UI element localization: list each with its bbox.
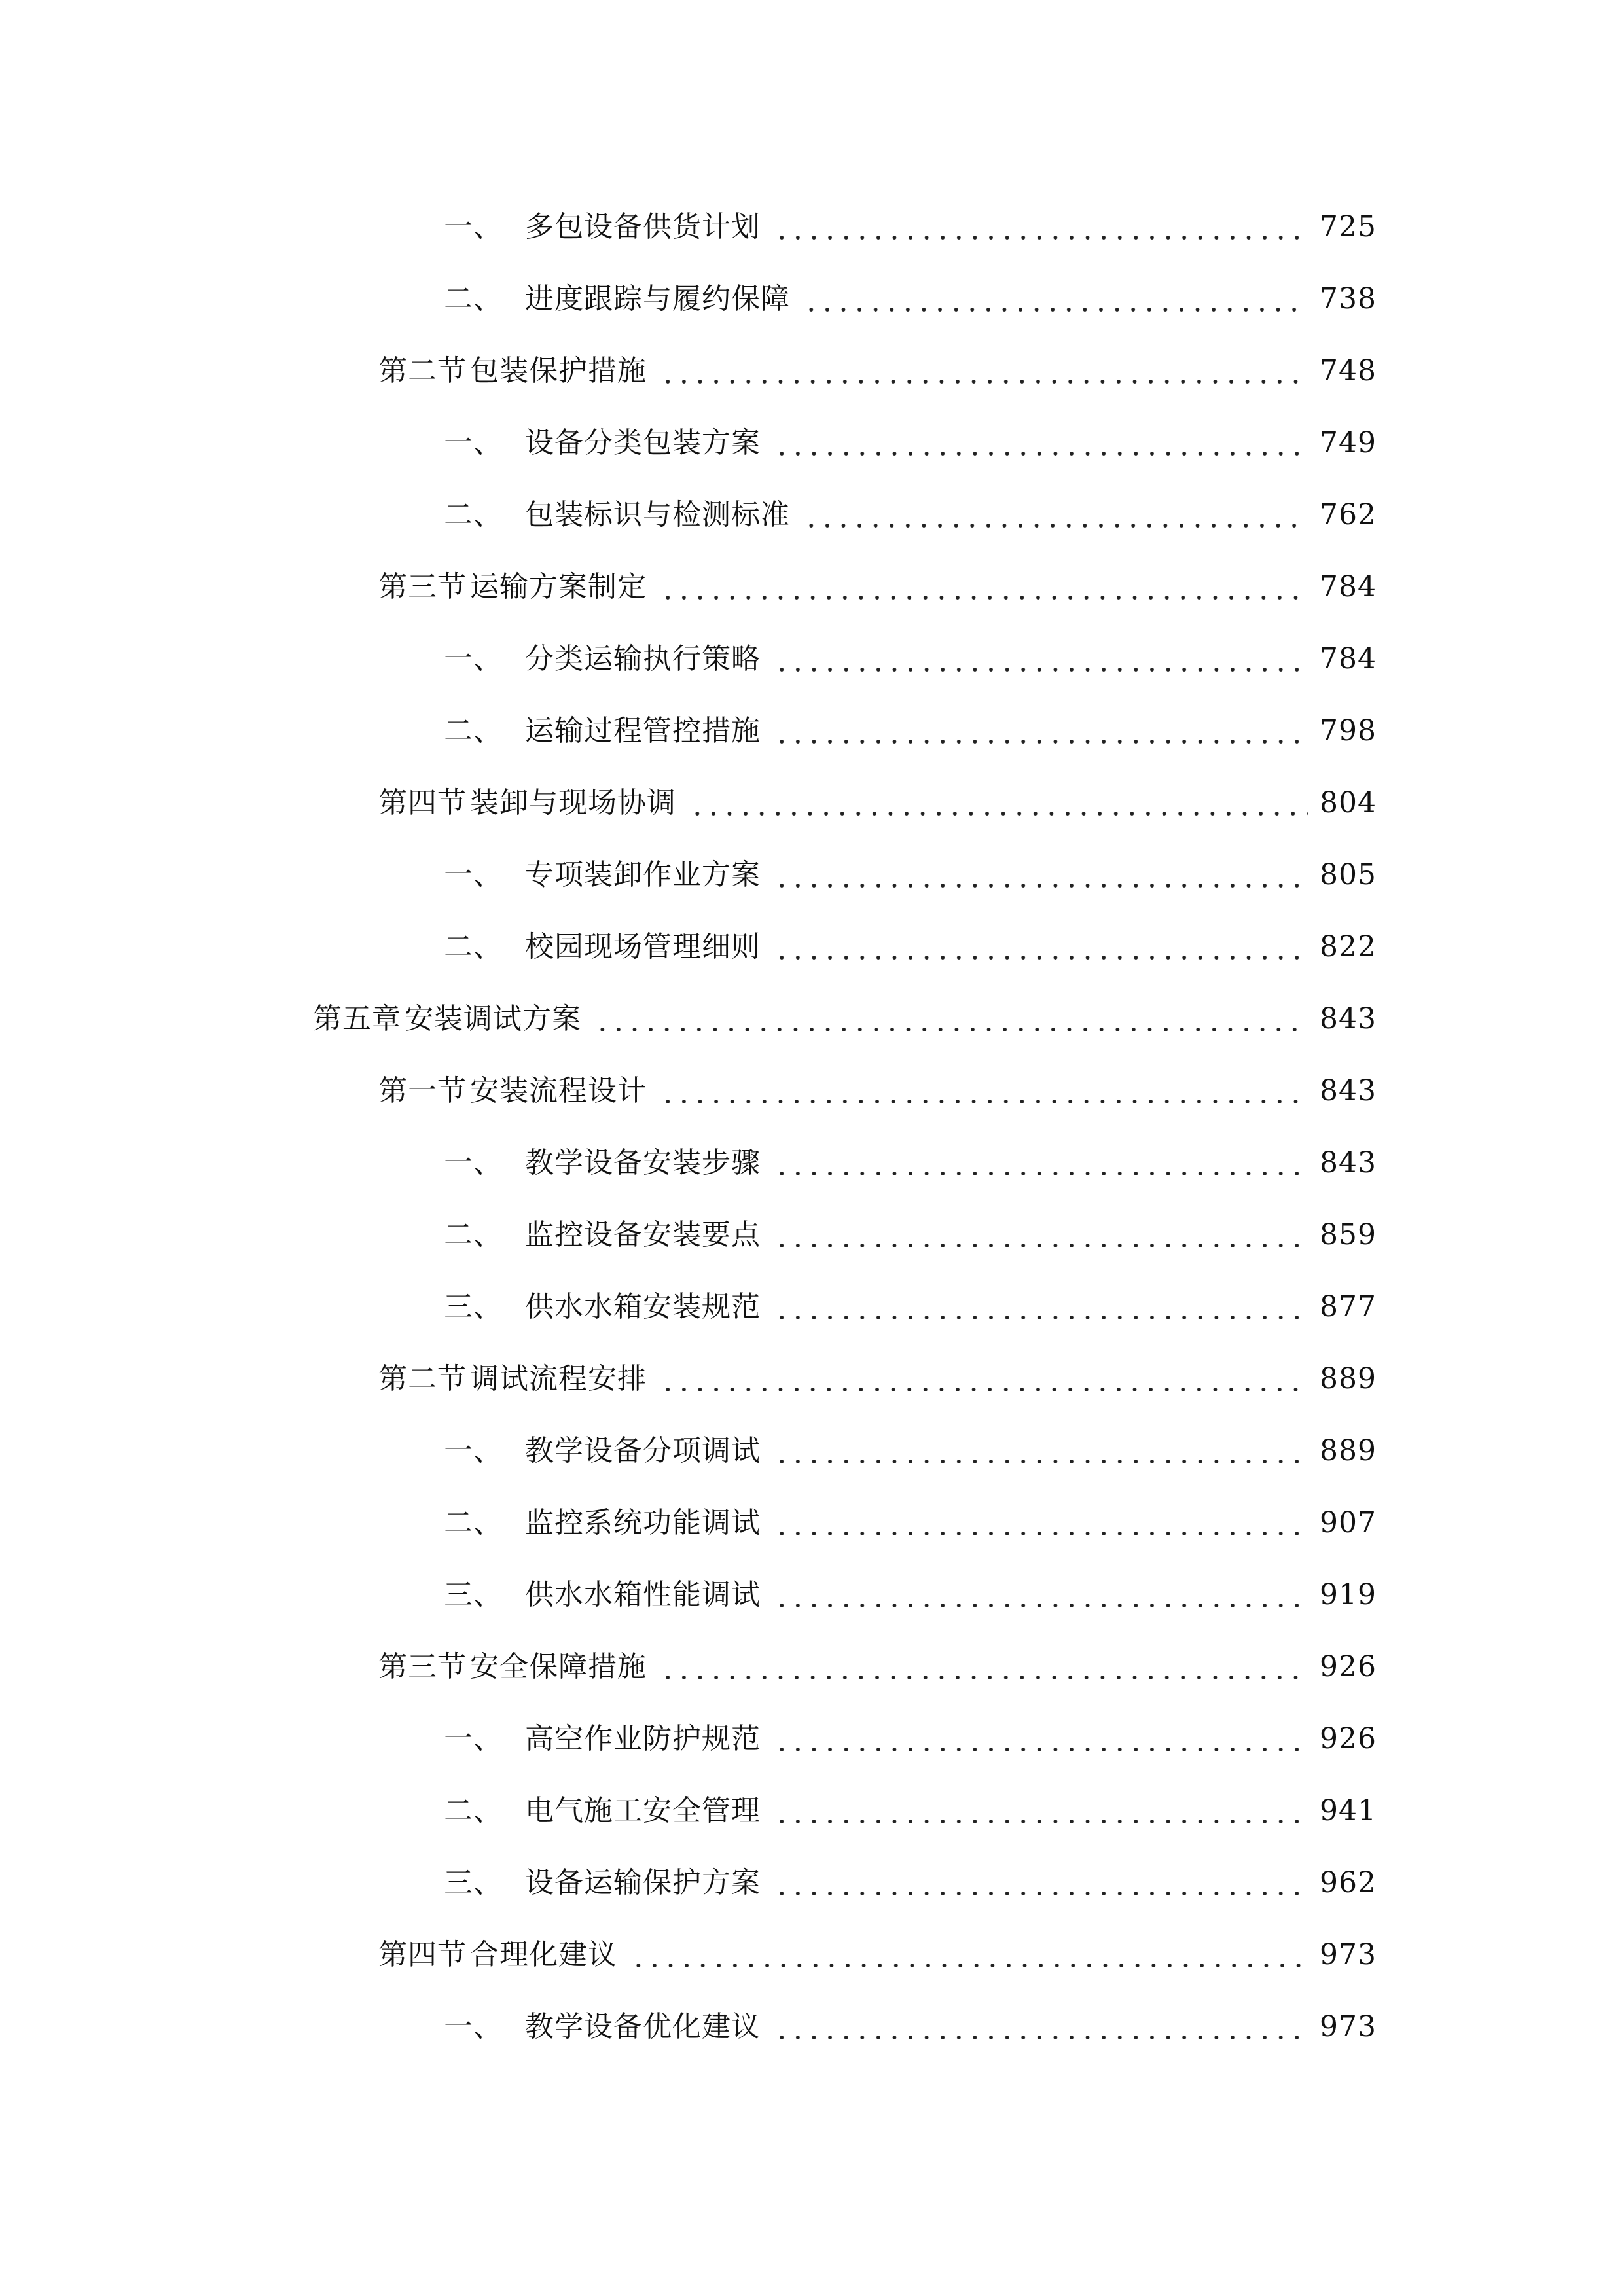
toc-entry-page-number: 822 — [1320, 930, 1377, 963]
toc-entry-title: 运输过程管控措施 — [525, 714, 761, 747]
toc-entry-page-number: 941 — [1320, 1794, 1377, 1827]
toc-entry-label — [444, 1290, 761, 1323]
toc-entry[interactable] — [0, 1703, 1624, 1775]
dot-leader — [774, 1297, 1308, 1325]
toc-entry-title: 设备运输保护方案 — [525, 1866, 761, 1899]
toc-entry-number: 一、 — [444, 210, 503, 243]
toc-entry-page-number: 805 — [1320, 858, 1377, 891]
toc-entry[interactable] — [0, 911, 1624, 983]
toc-entry-label — [444, 210, 761, 243]
toc-entry[interactable] — [0, 335, 1624, 407]
toc-entry[interactable] — [0, 1847, 1624, 1919]
dot-leader — [803, 289, 1308, 317]
toc-entry-number: 一、 — [444, 642, 503, 675]
dot-leader — [660, 577, 1308, 605]
toc-entry-label — [444, 1218, 761, 1251]
toc-entry-title: 运输方案制定 — [470, 570, 647, 603]
toc-entry-title: 分类运输执行策略 — [525, 642, 761, 675]
toc-entry-number: 第二节 — [378, 354, 467, 387]
toc-entry-label — [444, 426, 761, 459]
toc-entry[interactable] — [0, 479, 1624, 551]
dot-leader — [689, 793, 1308, 821]
toc-entry[interactable] — [0, 1631, 1624, 1703]
dot-leader — [774, 1513, 1308, 1541]
toc-entry-title: 高空作业防护规范 — [525, 1722, 761, 1755]
toc-entry-title: 教学设备优化建议 — [525, 2010, 761, 2043]
toc-entry-page-number: 749 — [1320, 426, 1377, 459]
toc-entry[interactable] — [0, 983, 1624, 1055]
toc-entry-label — [378, 1650, 647, 1683]
toc-entry-label — [444, 714, 761, 747]
toc-entry-number: 二、 — [444, 1794, 503, 1827]
toc-entry[interactable] — [0, 1919, 1624, 1991]
toc-entry-title: 安装流程设计 — [470, 1074, 647, 1107]
toc-entry-label — [444, 1722, 761, 1755]
toc-entry-title: 安装调试方案 — [405, 1002, 581, 1035]
toc-entry-number: 第四节 — [378, 786, 467, 819]
table-of-contents — [0, 191, 1624, 2063]
toc-entry-page-number: 738 — [1320, 282, 1377, 315]
toc-entry-number: 一、 — [444, 1722, 503, 1755]
toc-entry-title: 教学设备安装步骤 — [525, 1146, 761, 1179]
toc-entry-label — [378, 1938, 617, 1971]
toc-entry[interactable] — [0, 839, 1624, 911]
toc-entry-number: 一、 — [444, 426, 503, 459]
toc-entry[interactable] — [0, 623, 1624, 695]
toc-entry-label — [444, 1578, 761, 1611]
toc-entry-number: 第五章 — [313, 1002, 401, 1035]
toc-entry-label — [444, 930, 761, 963]
toc-entry-page-number: 804 — [1320, 786, 1377, 819]
toc-entry-number: 二、 — [444, 714, 503, 747]
toc-entry[interactable] — [0, 263, 1624, 335]
toc-entry-page-number: 877 — [1320, 1290, 1377, 1323]
dot-leader — [774, 937, 1308, 965]
toc-entry-title: 电气施工安全管理 — [525, 1794, 761, 1827]
toc-entry-number: 一、 — [444, 858, 503, 891]
toc-entry[interactable] — [0, 1415, 1624, 1487]
toc-entry-title: 多包设备供货计划 — [525, 210, 761, 243]
toc-entry-number: 一、 — [444, 1146, 503, 1179]
toc-entry-label — [378, 570, 647, 603]
toc-entry-title: 调试流程安排 — [470, 1362, 647, 1395]
dot-leader — [774, 433, 1308, 461]
toc-entry-page-number: 762 — [1320, 498, 1377, 531]
toc-entry-page-number: 784 — [1320, 642, 1377, 675]
dot-leader — [660, 1369, 1308, 1397]
toc-entry-page-number: 843 — [1320, 1146, 1377, 1179]
toc-entry-title: 安全保障措施 — [470, 1650, 647, 1683]
toc-entry-number: 三、 — [444, 1578, 503, 1611]
toc-entry[interactable] — [0, 191, 1624, 263]
toc-entry-label — [444, 1794, 761, 1827]
toc-entry-label — [444, 282, 790, 315]
toc-entry[interactable] — [0, 1991, 1624, 2063]
toc-entry-page-number: 973 — [1320, 2010, 1377, 2043]
toc-entry-page-number: 926 — [1320, 1650, 1377, 1683]
toc-entry-label — [444, 642, 761, 675]
toc-entry[interactable] — [0, 551, 1624, 623]
toc-entry[interactable] — [0, 1487, 1624, 1559]
dot-leader — [774, 1801, 1308, 1829]
toc-entry-label — [313, 1002, 581, 1035]
dot-leader — [774, 1441, 1308, 1469]
toc-entry-title: 监控系统功能调试 — [525, 1506, 761, 1539]
toc-entry-label — [444, 858, 761, 891]
toc-entry-label — [378, 354, 647, 387]
toc-entry-number: 第二节 — [378, 1362, 467, 1395]
toc-entry-page-number: 889 — [1320, 1434, 1377, 1467]
dot-leader — [774, 865, 1308, 893]
toc-entry-number: 三、 — [444, 1290, 503, 1323]
toc-entry-title: 教学设备分项调试 — [525, 1434, 761, 1467]
toc-entry-title: 包装标识与检测标准 — [525, 498, 790, 531]
dot-leader — [774, 649, 1308, 677]
toc-entry-label — [444, 1434, 761, 1467]
toc-entry-page-number: 907 — [1320, 1506, 1377, 1539]
dot-leader — [594, 1009, 1308, 1037]
toc-entry-page-number: 973 — [1320, 1938, 1377, 1971]
dot-leader — [630, 1945, 1308, 1973]
toc-entry-label — [444, 1506, 761, 1539]
dot-leader — [803, 505, 1308, 533]
dot-leader — [660, 1657, 1308, 1685]
toc-entry-title: 设备分类包装方案 — [525, 426, 761, 459]
toc-entry-number: 二、 — [444, 930, 503, 963]
toc-entry-page-number: 926 — [1320, 1722, 1377, 1755]
dot-leader — [774, 2017, 1308, 2045]
toc-entry-number: 第一节 — [378, 1074, 467, 1107]
toc-entry-page-number: 725 — [1320, 210, 1377, 243]
toc-entry-label — [378, 1362, 647, 1395]
toc-entry-page-number: 843 — [1320, 1002, 1377, 1035]
toc-entry-number: 二、 — [444, 282, 503, 315]
toc-entry-page-number: 843 — [1320, 1074, 1377, 1107]
toc-entry-number: 一、 — [444, 1434, 503, 1467]
toc-entry-label — [444, 2010, 761, 2043]
toc-entry-title: 监控设备安装要点 — [525, 1218, 761, 1251]
toc-entry-label — [444, 498, 790, 531]
toc-entry-number: 三、 — [444, 1866, 503, 1899]
dot-leader — [774, 1153, 1308, 1181]
toc-entry[interactable] — [0, 1775, 1624, 1847]
toc-entry-page-number: 962 — [1320, 1866, 1377, 1899]
dot-leader — [774, 721, 1308, 749]
toc-entry-title: 供水水箱安装规范 — [525, 1290, 761, 1323]
toc-entry-label — [444, 1146, 761, 1179]
toc-entry[interactable] — [0, 1055, 1624, 1127]
toc-entry-number: 二、 — [444, 1506, 503, 1539]
toc-entry-title: 合理化建议 — [470, 1938, 617, 1971]
toc-entry[interactable] — [0, 1559, 1624, 1631]
toc-entry[interactable] — [0, 767, 1624, 839]
toc-entry[interactable] — [0, 1343, 1624, 1415]
toc-entry-number: 二、 — [444, 1218, 503, 1251]
toc-entry-title: 装卸与现场协调 — [470, 786, 676, 819]
dot-leader — [774, 1585, 1308, 1613]
dot-leader — [660, 361, 1308, 389]
dot-leader — [774, 1225, 1308, 1253]
toc-entry[interactable] — [0, 1199, 1624, 1271]
toc-entry[interactable] — [0, 1271, 1624, 1343]
toc-entry-label — [444, 1866, 761, 1899]
toc-entry-title: 专项装卸作业方案 — [525, 858, 761, 891]
dot-leader — [774, 1729, 1308, 1757]
toc-entry-number: 二、 — [444, 498, 503, 531]
dot-leader — [774, 1873, 1308, 1901]
toc-entry[interactable] — [0, 407, 1624, 479]
toc-entry-page-number: 859 — [1320, 1218, 1377, 1251]
toc-entry-title: 校园现场管理细则 — [525, 930, 761, 963]
toc-entry-title: 包装保护措施 — [470, 354, 647, 387]
dot-leader — [660, 1081, 1308, 1109]
toc-entry-number: 第三节 — [378, 570, 467, 603]
toc-entry-number: 第四节 — [378, 1938, 467, 1971]
toc-entry-page-number: 889 — [1320, 1362, 1377, 1395]
toc-entry-page-number: 798 — [1320, 714, 1377, 747]
toc-entry-number: 第三节 — [378, 1650, 467, 1683]
toc-entry-number: 一、 — [444, 2010, 503, 2043]
toc-entry-page-number: 748 — [1320, 354, 1377, 387]
toc-entry-label — [378, 1074, 647, 1107]
toc-entry-label — [378, 786, 676, 819]
toc-entry-title: 供水水箱性能调试 — [525, 1578, 761, 1611]
toc-entry[interactable] — [0, 1127, 1624, 1199]
dot-leader — [774, 217, 1308, 245]
toc-entry-page-number: 919 — [1320, 1578, 1377, 1611]
toc-entry-page-number: 784 — [1320, 570, 1377, 603]
toc-entry-title: 进度跟踪与履约保障 — [525, 282, 790, 315]
toc-entry[interactable] — [0, 695, 1624, 767]
